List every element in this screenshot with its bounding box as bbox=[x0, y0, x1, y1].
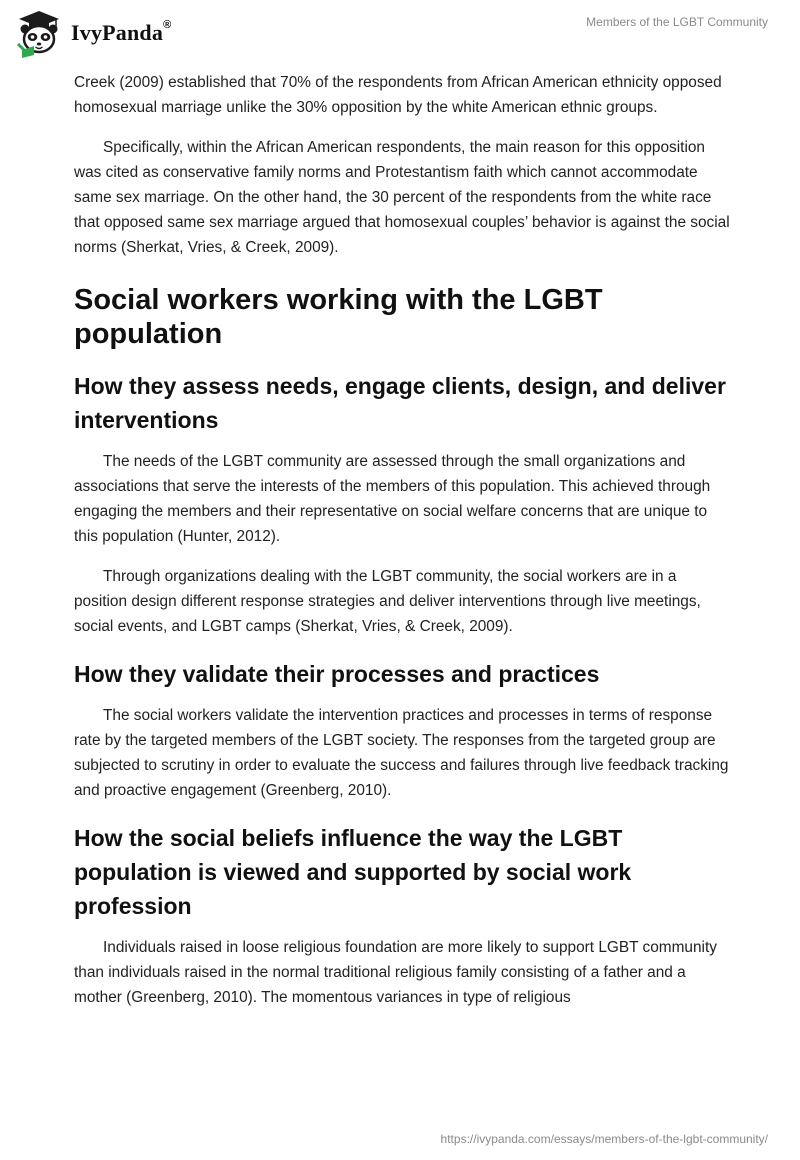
running-title: Members of the LGBT Community bbox=[586, 15, 768, 29]
section-heading: Social workers working with the LGBT population bbox=[74, 284, 603, 350]
paragraph: Individuals raised in loose religious foundation are more likely to support LGBT community than individuals raised in the normal traditional religious family consisting of a father and a mother (Greenberg, 2010). The momentous variances in type of religious bbox=[74, 939, 717, 1006]
paragraph: Through organizations dealing with the LGBT community, the social workers are in a position design different response strategies and deliver interventions through live meetings, social events, and LGBT camps (Sherkat, Vries, & Creek, 2009). bbox=[74, 568, 701, 635]
panda-graduate-icon bbox=[14, 8, 64, 58]
article-body bbox=[74, 70, 730, 1025]
paragraph: The needs of the LGBT community are assessed through the small organizations and associations that serve the interests of the members of this population. This achieved through engaging the members and their representative on social welfare concerns that are unique to this population (Hunter, 2012). bbox=[74, 453, 711, 545]
source-url[interactable]: https://ivypanda.com/essays/members-of-the-lgbt-community/ bbox=[440, 1132, 768, 1146]
brand-logo[interactable] bbox=[14, 8, 171, 58]
brand-name: IvyPanda® bbox=[71, 18, 172, 45]
subsection-heading: How they assess needs, engage clients, design, and deliver interventions bbox=[74, 373, 726, 433]
subsection-heading: How the social beliefs influence the way the LGBT population is viewed and supported by social work profession bbox=[74, 825, 632, 919]
paragraph: Creek (2009) established that 70% of the respondents from African American ethnicity opposed homosexual marriage unlike the 30% opposition by the white American ethnic groups. bbox=[74, 74, 722, 116]
paragraph: The social workers validate the intervention practices and processes in terms of response rate by the targeted members of the LGBT society. The responses from the targeted group are subjected to scrutiny in order to evaluate the success and failures through live feedback tracking and proactive engagement (Greenberg, 2010). bbox=[74, 707, 729, 799]
paragraph: Specifically, within the African American respondents, the main reason for this opposition was cited as conservative family norms and Protestantism faith which cannot accommodate same sex marriage. On the other hand, the 30 percent of the respondents from the white race that opposed same sex marriage argued that homosexual couples’ behavior is against the social norms (Sherkat, Vries, & Creek, 2009). bbox=[74, 139, 730, 256]
page-header bbox=[0, 0, 800, 70]
subsection-heading: How they validate their processes and practices bbox=[74, 661, 600, 687]
